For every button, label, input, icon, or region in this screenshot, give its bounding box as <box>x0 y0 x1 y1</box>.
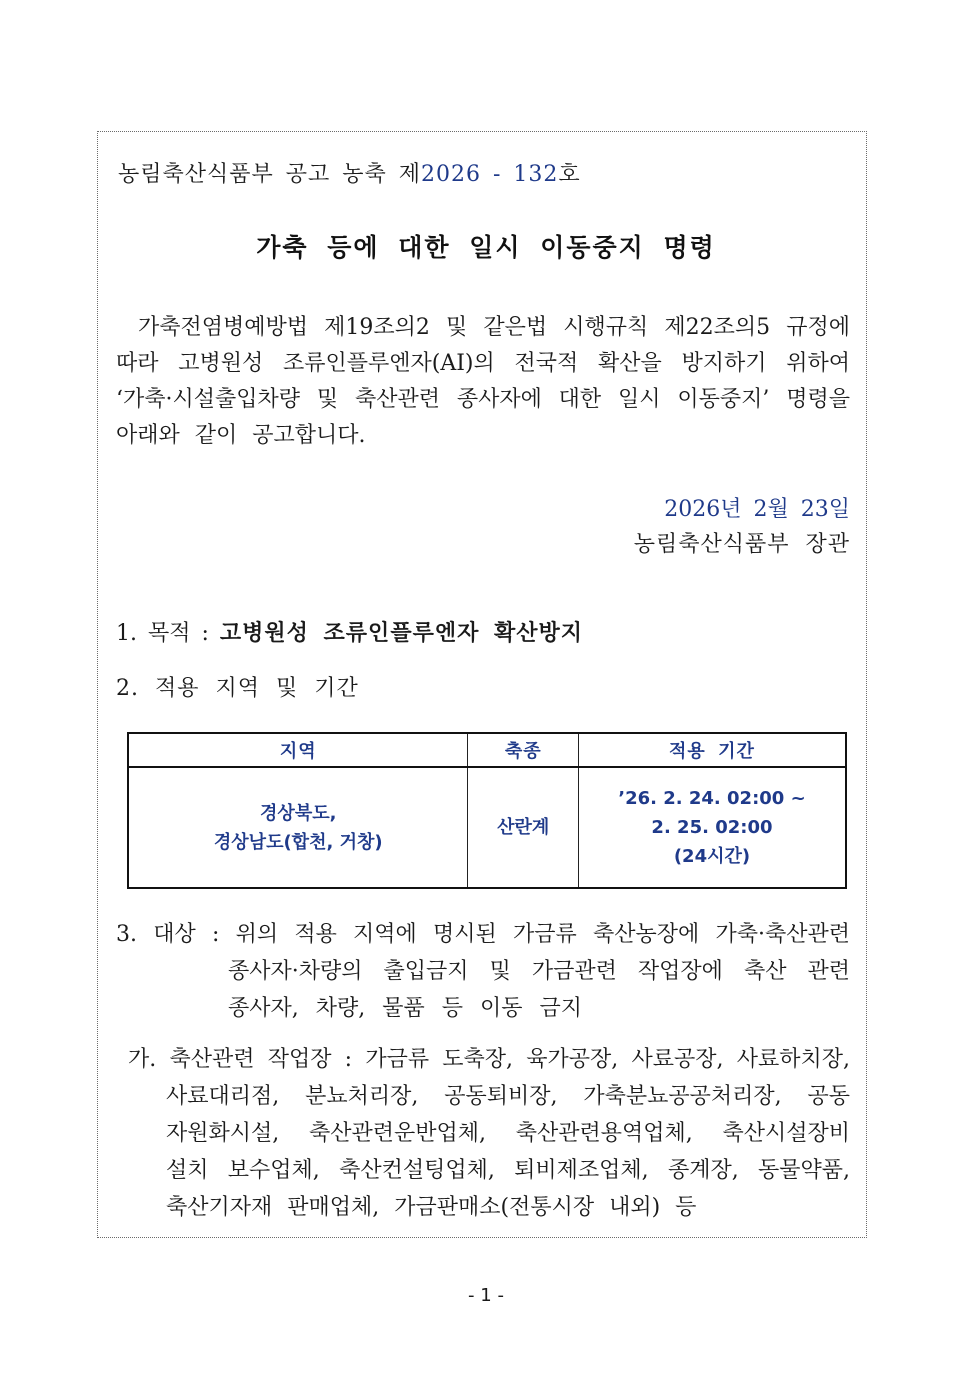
notice-number-value: 2026 - 132 <box>421 162 559 187</box>
table-header-period: 적용 기간 <box>578 733 846 767</box>
section-target-line-1: 3. 대상 : 위의 적용 지역에 명시된 가금류 축산농장에 가축·축산관련 <box>116 922 850 947</box>
intro-line-2: 따라 고병원성 조류인플루엔자(AI)의 전국적 확산을 방지하기 위하여 <box>116 351 850 376</box>
notice-number-suffix: 호 <box>558 162 581 187</box>
intro-line-3: ‘가축·시설출입차량 및 축산관련 종사자에 대한 일시 이동중지’ 명령을 <box>116 387 850 412</box>
section-purpose-value: 고병원성 조류인플루엔자 확산방지 <box>219 621 583 646</box>
section-target-line-3: 종사자, 차량, 물품 등 이동 금지 <box>228 996 582 1021</box>
table-cell-period <box>578 767 846 888</box>
subsection-ga-line-3: 자원화시설, 축산관련운반업체, 축산관련용역업체, 축산시설장비 <box>166 1121 850 1146</box>
section-target-line-2: 종사자·차량의 출입금지 및 가금관련 작업장에 축산 관련 <box>228 959 850 984</box>
notice-number-prefix: 농림축산식품부 공고 농축 제 <box>118 162 422 187</box>
intro-line-1: 가축전염병예방법 제19조의2 및 같은법 시행규칙 제22조의5 규정에 <box>138 315 850 340</box>
table-header-species: 축종 <box>468 733 578 767</box>
region-line: 경상남도(합천, 거창) <box>213 831 383 853</box>
subsection-ga-line-4: 설치 보수업체, 축산컨설팅업체, 퇴비제조업체, 종계장, 동물약품, <box>166 1158 850 1183</box>
intro-line-4: 아래와 같이 공고합니다. <box>116 423 366 448</box>
region-line: 경상북도, <box>260 802 337 824</box>
table-cell-region <box>128 767 468 888</box>
table-header-row <box>128 733 846 767</box>
application-table <box>127 732 847 889</box>
issue-date: 2026년 2월 23일 <box>664 497 850 522</box>
period-line: ’26. 2. 24. 02:00 ~ <box>618 788 806 809</box>
table-row <box>128 767 846 888</box>
subsection-ga-line-2: 사료대리점, 분뇨처리장, 공동퇴비장, 가축분뇨공공처리장, 공동 <box>166 1084 850 1109</box>
issuer-name: 농림축산식품부 장관 <box>633 532 850 557</box>
section-purpose-label: 1. 목적 : <box>116 621 220 646</box>
period-line: 2. 25. 02:00 <box>651 817 773 838</box>
table-cell-species: 산란계 <box>468 767 578 888</box>
subsection-ga-line-1: 가. 축산관련 작업장 : 가금류 도축장, 육가공장, 사료공장, 사료하치장, <box>128 1047 850 1072</box>
table-header-region: 지역 <box>128 733 468 767</box>
notice-number <box>118 162 581 188</box>
page-number: - 1 - <box>468 1285 504 1306</box>
notice-title: 가축 등에 대한 일시 이동중지 명령 <box>256 233 716 262</box>
section-area-period-heading: 2. 적용 지역 및 기간 <box>116 676 359 701</box>
period-line: (24시간) <box>673 846 751 867</box>
subsection-ga-line-5: 축산기자재 판매업체, 가금판매소(전통시장 내외) 등 <box>166 1195 697 1220</box>
section-purpose <box>116 621 583 647</box>
